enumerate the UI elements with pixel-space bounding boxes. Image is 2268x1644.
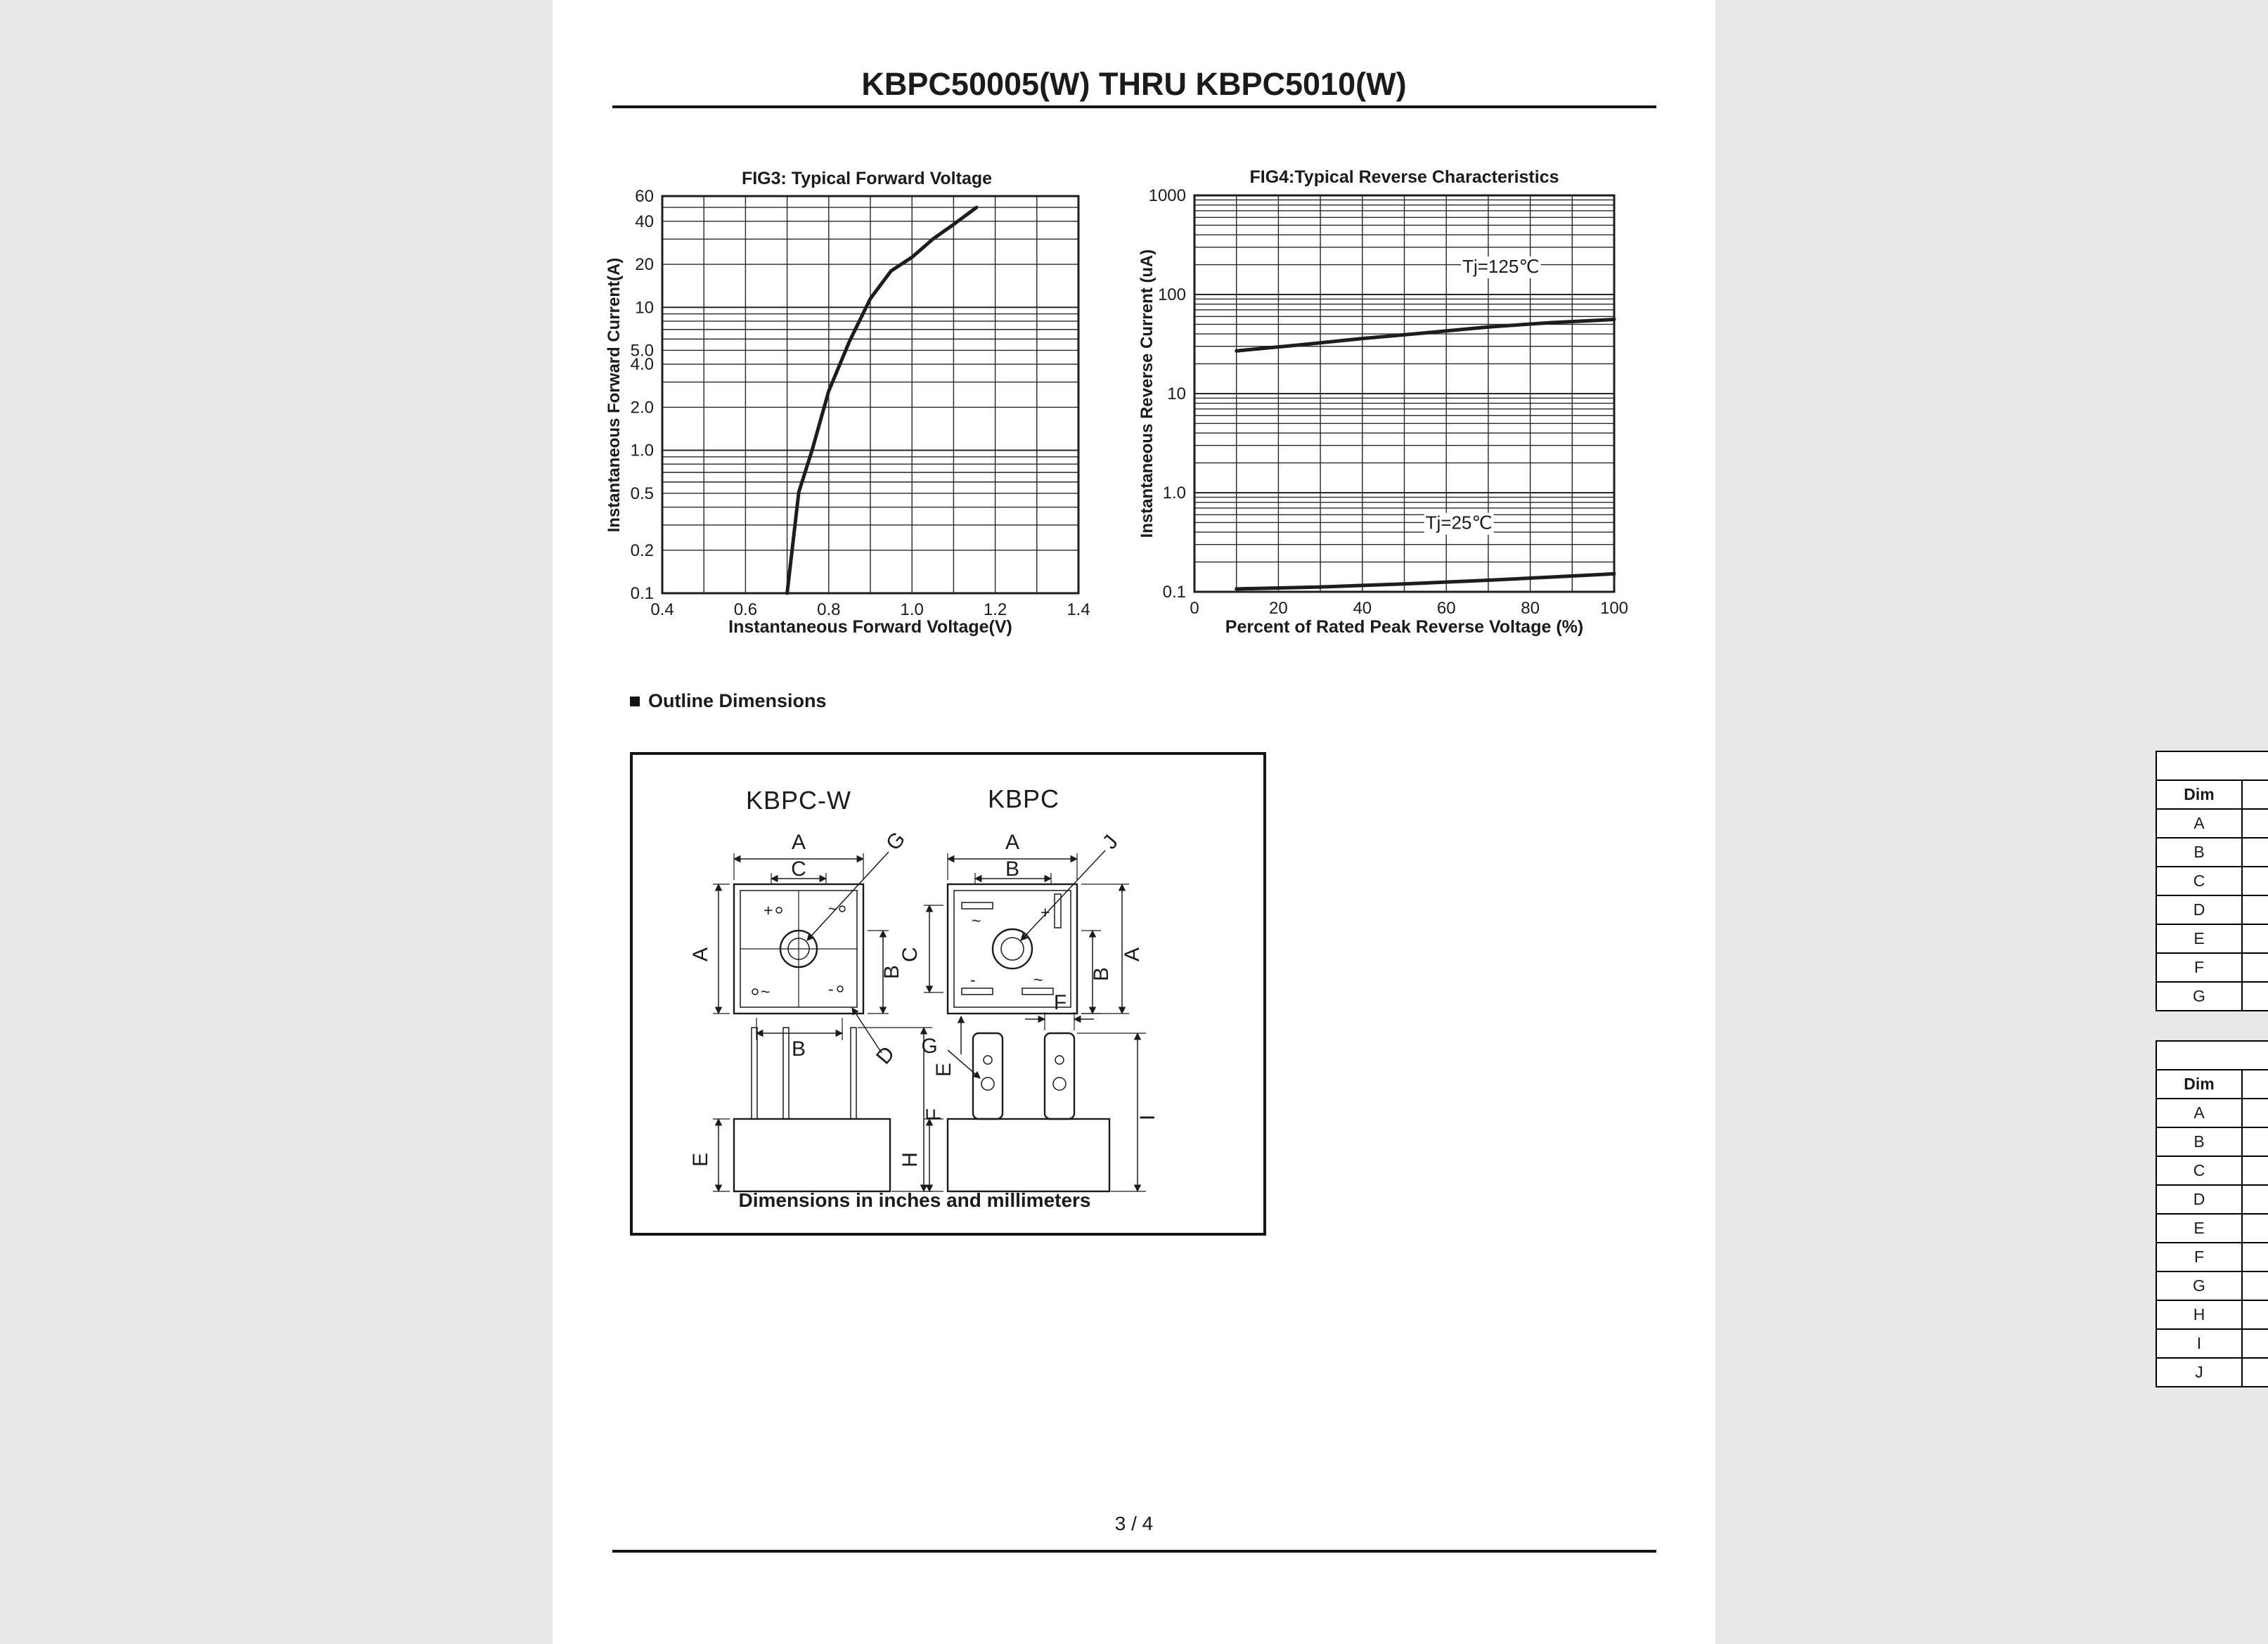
fig4-y-axis-title: Instantaneous Reverse Current (uA) bbox=[1138, 249, 1156, 538]
y-tick-label: 5.0 bbox=[630, 341, 654, 361]
column-header bbox=[2242, 1070, 2268, 1099]
kbpc-dim-F: F bbox=[1053, 991, 1067, 1014]
table-cell bbox=[2242, 1358, 2268, 1387]
table-row bbox=[2156, 1243, 2268, 1271]
datasheet-page bbox=[553, 0, 2215, 1644]
annotation-label: Tj=25℃ bbox=[1425, 512, 1493, 533]
table-cell bbox=[2242, 1185, 2268, 1214]
kbpcw-dim-D: D bbox=[872, 1042, 900, 1069]
kbpc-dim-A-right: A bbox=[1121, 947, 1144, 962]
kbpcw-ac-mark-2: ~ bbox=[761, 983, 771, 1001]
kbpc-dim-B-right: B bbox=[1090, 966, 1113, 982]
dimension-table bbox=[2156, 1040, 2268, 1387]
kbpc-dim-I: I bbox=[1136, 1114, 1159, 1121]
y-tick-label: 10 bbox=[635, 298, 654, 318]
kbpcw-ac-mark-1: ~ bbox=[828, 900, 838, 918]
table-cell bbox=[2242, 838, 2268, 867]
table-row bbox=[2156, 895, 2268, 924]
table-cell bbox=[2242, 1099, 2268, 1127]
table-cell: C bbox=[2156, 1156, 2242, 1185]
table-row bbox=[2156, 867, 2268, 895]
kbpcw-dim-B-right: B bbox=[880, 964, 903, 980]
x-tick-label: 1.2 bbox=[983, 600, 1007, 619]
table-row bbox=[2156, 1358, 2268, 1387]
table-cell bbox=[2242, 1214, 2268, 1243]
table-title bbox=[2156, 751, 2268, 780]
table-cell: F bbox=[2156, 953, 2242, 982]
kbpcw-dim-A-left: A bbox=[689, 947, 712, 962]
table-cell: G bbox=[2156, 982, 2242, 1011]
table-cell bbox=[2242, 1271, 2268, 1300]
kbpcw-dim-A-top: A bbox=[791, 831, 806, 854]
x-tick-label: 0.6 bbox=[733, 600, 758, 619]
table-cell: B bbox=[2156, 838, 2242, 867]
kbpc-dim-A-top: A bbox=[1005, 831, 1020, 854]
column-header: Dim bbox=[2156, 780, 2242, 809]
kbpcw-dim-G: G bbox=[882, 827, 910, 855]
column-header bbox=[2242, 780, 2268, 809]
y-tick-label: 1.0 bbox=[630, 441, 654, 460]
x-tick-label: 0 bbox=[1190, 599, 1199, 618]
x-tick-label: 1.0 bbox=[900, 600, 924, 619]
table-row bbox=[2156, 1214, 2268, 1243]
page-graphics bbox=[553, 0, 1715, 1644]
table-row bbox=[2156, 1329, 2268, 1358]
table-row bbox=[2156, 953, 2268, 982]
kbpcw-minus-mark: - bbox=[828, 980, 834, 998]
table-cell: A bbox=[2156, 809, 2242, 838]
y-tick-label: 40 bbox=[635, 212, 654, 231]
table-cell bbox=[2242, 809, 2268, 838]
kbpc-drawing bbox=[898, 831, 1159, 1191]
table-cell: F bbox=[2156, 1243, 2242, 1271]
x-tick-label: 100 bbox=[1599, 599, 1629, 618]
table-row bbox=[2156, 982, 2268, 1011]
table-cell bbox=[2242, 982, 2268, 1011]
fig4-x-axis-title: Percent of Rated Peak Reverse Voltage (%) bbox=[1225, 617, 1584, 637]
table-cell: E bbox=[2156, 1214, 2242, 1243]
y-tick-label: 0.1 bbox=[630, 584, 654, 603]
fig4-plot bbox=[1149, 186, 1628, 618]
x-tick-label: 0.8 bbox=[817, 600, 841, 619]
fig4-chart-title: FIG4:Typical Reverse Characteristics bbox=[1249, 167, 1559, 187]
table-cell: D bbox=[2156, 895, 2242, 924]
fig3-chart-title: FIG3: Typical Forward Voltage bbox=[741, 169, 993, 188]
table-row bbox=[2156, 1185, 2268, 1214]
table-row bbox=[2156, 1300, 2268, 1329]
table-cell bbox=[2242, 1329, 2268, 1358]
y-tick-label: 10 bbox=[1167, 384, 1186, 403]
page-title: KBPC50005(W) THRU KBPC5010(W) bbox=[861, 66, 1407, 102]
kbpc-dim-E: E bbox=[932, 1062, 955, 1077]
kbpcw-drawing bbox=[689, 827, 946, 1191]
fig3-plot bbox=[631, 187, 1090, 619]
x-tick-label: 60 bbox=[1436, 599, 1456, 618]
kbpcw-dim-B-bottom: B bbox=[791, 1037, 806, 1061]
kbpcw-dim-E: E bbox=[689, 1152, 712, 1167]
table-cell: G bbox=[2156, 1271, 2242, 1300]
kbpc-package-title: KBPC bbox=[987, 784, 1060, 813]
page-number: 3 / 4 bbox=[1114, 1513, 1154, 1534]
table-cell bbox=[2242, 1243, 2268, 1271]
table-cell: H bbox=[2156, 1300, 2242, 1329]
fig3-y-axis-title: Instantaneous Forward Current(A) bbox=[605, 257, 624, 533]
dimension-table bbox=[2156, 751, 2268, 1011]
table-cell: E bbox=[2156, 924, 2242, 953]
table-cell: B bbox=[2156, 1127, 2242, 1156]
table-cell bbox=[2242, 1156, 2268, 1185]
kbpc-dim-J: J bbox=[1098, 830, 1123, 854]
y-tick-label: 4.0 bbox=[630, 355, 654, 375]
kbpcw-package-title: KBPC-W bbox=[746, 786, 851, 815]
y-tick-label: 0.2 bbox=[630, 541, 654, 560]
x-tick-label: 0.4 bbox=[650, 600, 674, 619]
table-cell: J bbox=[2156, 1358, 2242, 1387]
kbpc-ac-mark-1: ~ bbox=[972, 912, 981, 930]
kbpc-dim-H: H bbox=[898, 1152, 922, 1167]
x-tick-label: 1.4 bbox=[1067, 600, 1090, 619]
table-cell bbox=[2242, 895, 2268, 924]
table-row bbox=[2156, 1271, 2268, 1300]
kbpcw-dim-C: C bbox=[791, 857, 806, 881]
table-cell bbox=[2242, 953, 2268, 982]
y-tick-label: 20 bbox=[635, 255, 654, 275]
y-tick-label: 100 bbox=[1157, 285, 1186, 304]
kbpc-minus-mark: - bbox=[970, 971, 976, 989]
kbpcw-dim-F: F bbox=[922, 1108, 946, 1122]
kbpc-plus-mark: + bbox=[1040, 903, 1050, 921]
kbpc-ac-mark-2: ~ bbox=[1033, 971, 1043, 989]
table-cell: I bbox=[2156, 1329, 2242, 1358]
table-cell bbox=[2242, 867, 2268, 895]
y-tick-label: 2.0 bbox=[630, 398, 654, 418]
y-tick-label: 0.1 bbox=[1162, 583, 1186, 602]
drawing-caption: Dimensions in inches and millimeters bbox=[738, 1189, 1091, 1211]
kbpc-dim-C: C bbox=[898, 947, 922, 962]
table-title bbox=[2156, 1041, 2268, 1070]
x-tick-label: 80 bbox=[1521, 599, 1540, 618]
kbpcw-plus-mark: + bbox=[763, 901, 773, 919]
column-header: Dim bbox=[2156, 1070, 2242, 1099]
table-cell bbox=[2242, 1127, 2268, 1156]
y-tick-label: 1000 bbox=[1148, 186, 1186, 205]
y-tick-label: 0.5 bbox=[630, 484, 654, 503]
table-cell bbox=[2242, 1300, 2268, 1329]
kbpcw-side-view-body bbox=[734, 1119, 890, 1191]
x-tick-label: 40 bbox=[1353, 599, 1372, 618]
table-row bbox=[2156, 838, 2268, 867]
table-cell: A bbox=[2156, 1099, 2242, 1127]
table-row bbox=[2156, 1127, 2268, 1156]
table-row bbox=[2156, 924, 2268, 953]
table-cell bbox=[2242, 924, 2268, 953]
kbpc-dim-G: G bbox=[921, 1035, 938, 1058]
kbpc-side-view-body bbox=[948, 1119, 1109, 1191]
table-row bbox=[2156, 1156, 2268, 1185]
data-curve bbox=[787, 207, 977, 593]
footer-rule bbox=[612, 1550, 1656, 1553]
table-cell: C bbox=[2156, 867, 2242, 895]
y-tick-label: 1.0 bbox=[1162, 484, 1186, 503]
table-row bbox=[2156, 1099, 2268, 1127]
x-tick-label: 20 bbox=[1269, 599, 1288, 618]
data-curve bbox=[1237, 574, 1614, 589]
fig3-x-axis-title: Instantaneous Forward Voltage(V) bbox=[728, 617, 1012, 637]
table-row bbox=[2156, 809, 2268, 838]
outline-dimensions-heading: Outline Dimensions bbox=[630, 690, 827, 712]
table-cell: D bbox=[2156, 1185, 2242, 1214]
y-tick-label: 60 bbox=[635, 187, 654, 206]
annotation-label: Tj=125℃ bbox=[1462, 255, 1540, 277]
kbpc-dim-B-top: B bbox=[1005, 857, 1020, 881]
